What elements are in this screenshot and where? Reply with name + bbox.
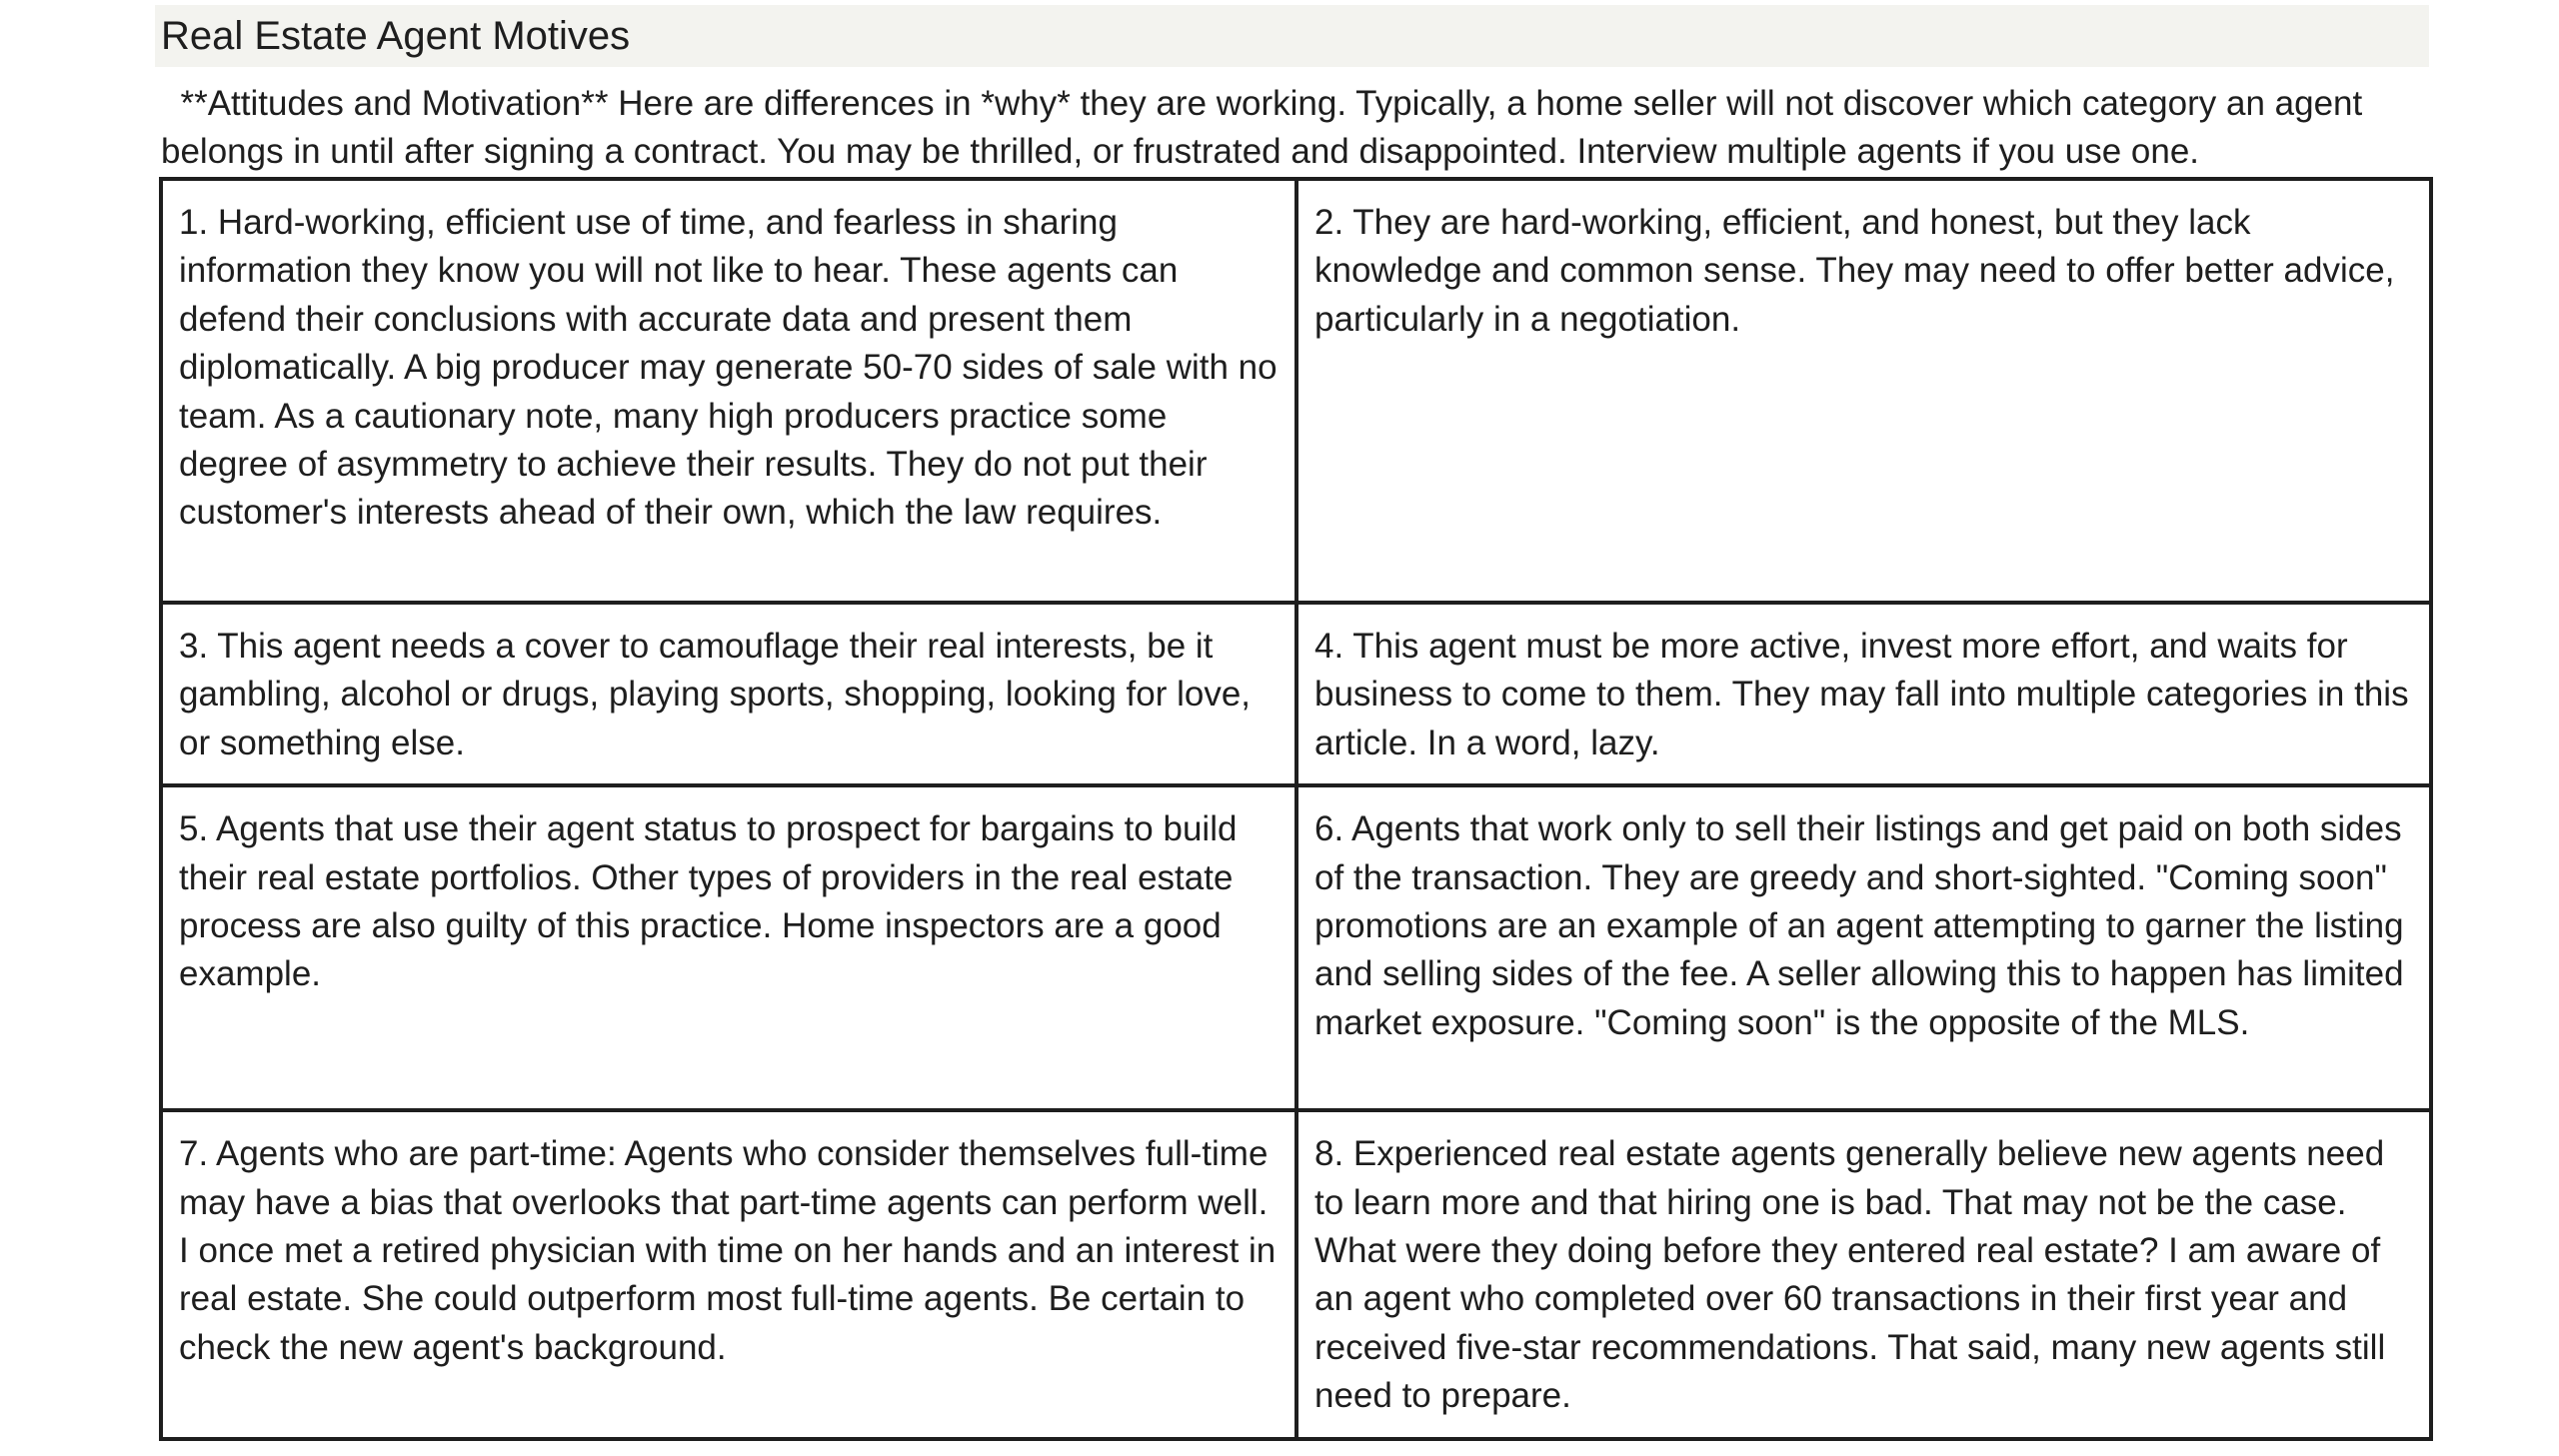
motive-cell-8: 8. Experienced real estate agents generally believe new agents need to learn more and that hiring one is bad. That may not be the case. What were they doing before they entered real estate? I am aware of an agent who completed over 60 transactions in their first year and received five-star recommendations. That said, many new agents still need to prepare.	[1296, 1110, 2431, 1438]
title-bar	[155, 5, 2429, 67]
document-title: Real Estate Agent Motives	[161, 14, 631, 58]
table-row	[161, 179, 2431, 603]
motive-cell-6: 6. Agents that work only to sell their listings and get paid on both sides of the transaction. They are greedy and short-sighted. "Coming soon" promotions are an example of an agent attempting to garner the listing and selling sides of the fee. A seller allowing this to happen has limited market exposure. "Coming soon" is the opposite of the MLS.	[1296, 785, 2431, 1110]
motives-table	[159, 177, 2433, 1441]
motive-cell-3: 3. This agent needs a cover to camouflage their real interests, be it gambling, alcohol or drugs, playing sports, shopping, looking for love, or something else.	[161, 603, 1296, 785]
motive-cell-7: 7. Agents who are part-time: Agents who consider themselves full-time may have a bias that overlooks that part-time agents can perform well. I once met a retired physician with time on her hands and an interest in real estate. She could outperform most full-time agents. Be certain to check the new agent's background.	[161, 1110, 1296, 1438]
table-row	[161, 603, 2431, 785]
motive-cell-5: 5. Agents that use their agent status to prospect for bargains to build their real estate portfolios. Other types of providers in the real estate process are also guilty of this practice. Home inspectors are a good example.	[161, 785, 1296, 1110]
intro-paragraph: **Attitudes and Motivation** Here are differences in *why* they are working. Typically, a home seller will not discover which category an agent belongs in until after signing a contract. You may be thrilled, or frustrated and disappointed. Interview multiple agents if you use one.	[161, 84, 2372, 171]
motive-cell-4: 4. This agent must be more active, invest more effort, and waits for business to come to them. They may fall into multiple categories in this article. In a word, lazy.	[1296, 603, 2431, 785]
table-row	[161, 1110, 2431, 1438]
table-row	[161, 785, 2431, 1110]
motive-cell-1: 1. Hard-working, efficient use of time, and fearless in sharing information they know you will not like to hear. These agents can defend their conclusions with accurate data and present them diplomatically. A big producer may generate 50-70 sides of sale with no team. As a cautionary note, many high producers practice some degree of asymmetry to achieve their results. They do not put their customer's interests ahead of their own, which the law requires.	[161, 179, 1296, 603]
motive-cell-2: 2. They are hard-working, efficient, and honest, but they lack knowledge and common sense. They may need to offer better advice, particularly in a negotiation.	[1296, 179, 2431, 603]
